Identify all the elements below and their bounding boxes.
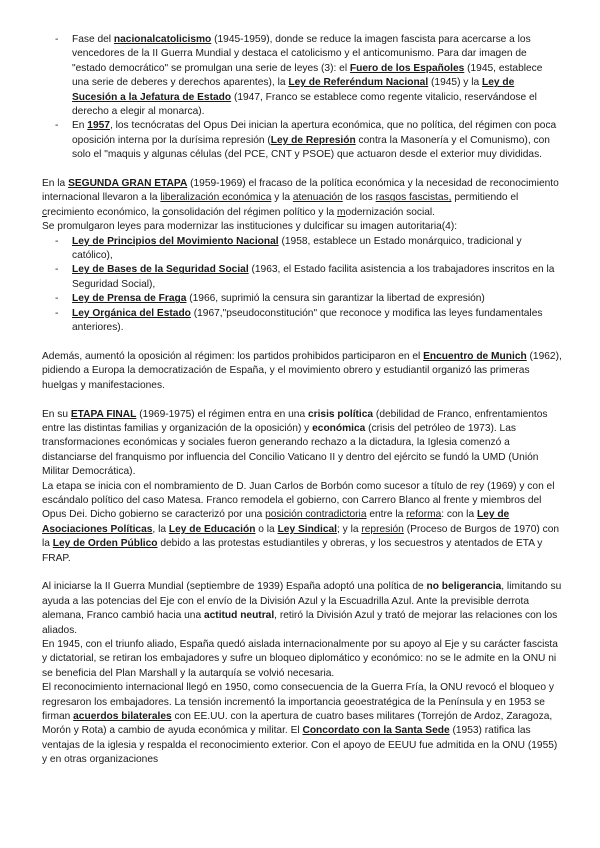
emphasized-text: acuerdos bilaterales <box>73 711 172 723</box>
underlined-text: m <box>337 206 346 218</box>
emphasized-text: Concordato con la Santa Sede <box>302 725 450 737</box>
paragraph-segunda-guerra-mundial: Al iniciarse la II Guerra Mundial (septiembre de 1939) España adoptó una política de no beligerancia, limitando su ayuda a las potencias del Eje con el envío de la División Azul y la Escuadrilla Azul. Ante la previsible derrota alemana, Franco cambió hacia una actitud neutral, retiró la División Azul y trató de mejorar las relaciones con los aliados. <box>42 581 562 636</box>
emphasized-text: actitud neutral <box>203 610 275 622</box>
paragraph-etapa-final: En su ETAPA FINAL (1969-1975) el régimen entra en una crisis política (debilidad de Franco, enfrentamientos entre las distintas familias y organización de la oposición) y económica (crisis del petróleo de 1973). Las transformaciones económicas y sociales fueron generando rechazo a la dictadura, la Iglesia comenzó a distanciarse del franquismo por influencia del Concilio Vaticano II y dentro del ejército se fundó la UMD (Unión Militar Democrática). <box>42 408 548 478</box>
underlined-text: atenuación <box>292 192 343 204</box>
underlined-text: represión <box>361 523 404 535</box>
list-item: - Ley Orgánica del Estado (1967,"pseudoconstitución" que reconoce y modifica las leyes fundamentales anteriores). <box>72 307 562 336</box>
underlined-text: rasgos fascistas, <box>375 192 452 204</box>
emphasized-text: Ley de Represión <box>270 134 356 146</box>
bullet-list-franquismo <box>42 33 562 163</box>
underlined-text: c <box>42 206 48 218</box>
emphasized-text: Ley de Prensa de Fraga <box>72 293 187 305</box>
list-item: - Ley de Prensa de Fraga (1966, suprimió la censura sin garantizar la libertad de expresión) <box>72 292 562 306</box>
emphasized-text: ETAPA FINAL <box>70 408 137 420</box>
emphasized-text: no beligerancia <box>426 581 502 593</box>
list-item: - Ley de Principios del Movimiento Nacional (1958, establece un Estado monárquico, tradicional y católico), <box>72 235 562 264</box>
emphasized-text: económica <box>312 422 366 434</box>
emphasized-text: Ley Sindical <box>277 523 338 535</box>
emphasized-text: Ley de Educación <box>168 523 256 535</box>
emphasized-text: Ley de Sucesión a la Jefatura de Estado <box>72 77 515 103</box>
paragraph-aislamiento-1945: En 1945, con el triunfo aliado, España quedó aislada internacionalmente por su apoyo al Eje y su carácter fascista y dictatorial, se retiran los embajadores y sufre un bloqueo diplomático y económico: no se le admite en la ONU ni se beneficia del Plan Marshall y la autarquía se volvió necesaria. <box>42 639 558 679</box>
underlined-text: liberalización económica <box>160 192 272 204</box>
emphasized-text: 1957 <box>87 120 110 132</box>
list-item: - Ley de Bases de la Seguridad Social (1963, el Estado facilita asistencia a los trabajadores inscritos en la Seguridad Social), <box>72 263 562 292</box>
list-item: - Fase del nacionalcatolicismo (1945-1959), donde se reduce la imagen fascista para acercarse a los vencedores de la II Guerra Mundial y destaca el catolicismo y el anticomunismo. Para dar imagen de "estado democrático" se promulgan una serie de leyes (3): el Fuero de los Españoles (1945, establece una serie de deberes y derechos aparentes), la Ley de Referéndum Nacional (1945) y la Ley de Sucesión a la Jefatura de Estado (1947, Franco se establece como regente vitalicio, reservándose el derecho a elegir al monarca). <box>72 33 562 119</box>
paragraph-reconocimiento-internacional: El reconocimiento internacional llegó en 1950, como consecuencia de la Guerra Fría, la ONU revocó el bloqueo y regresaron los embajadores. La tensión incrementó la importancia geoestratégica de la Península y en 1953 se firman acuerdos bilaterales con EE.UU. con la apertura de cuatro bases militares (Torrejón de Ardoz, Zaragoza, Morón y Rota) a cambio de ayuda económica y militar. El Concordato con la Santa Sede (1953) ratifica las ventajas de la iglesia y respalda el reconocimiento exterior. Con el apoyo de EEUU fue admitida en la ONU (1955) y en otras organizaciones <box>42 682 558 766</box>
emphasized-text: Ley de Referéndum Nacional <box>288 77 429 89</box>
emphasized-text: Ley Orgánica del Estado <box>72 307 191 319</box>
emphasized-text: Ley de Bases de la Seguridad Social <box>72 264 249 276</box>
list-item: - En 1957, los tecnócratas del Opus Dei inician la apertura económica, que no política, del régimen con poca oposición interna por la durísima represión (Ley de Represión contra la Masonería y el Comunismo), con solo el "maquis y algunas células (del PCE, CNT y PSOE) que actuaron desde el exterior muy divididas. <box>72 119 562 162</box>
emphasized-text: crisis política <box>307 408 374 420</box>
paragraph-oposicion: Además, aumentó la oposición al régimen: los partidos prohibidos participaron en el Encuentro de Munich (1962), pidiendo a Europa la democratización de España, y el movimiento obrero y estudiantil organizó las primeras huelgas y manifestaciones. <box>42 350 562 391</box>
bullet-list-leyes <box>42 235 562 336</box>
emphasized-text: Ley de Principios del Movimiento Nacional <box>72 235 279 247</box>
underlined-text: c <box>162 206 168 218</box>
underlined-text: posición contradictoria <box>265 509 367 521</box>
emphasized-text: Ley de Orden Público <box>52 538 158 550</box>
paragraph-etapa-final-gobierno: La etapa se inicia con el nombramiento de D. Juan Carlos de Borbón como sucesor a título de rey (1969) y con el escándalo político del caso Matesa. Franco remodela el gobierno, con Carrero Blanco al frente y miembros del Opus Dei. Dicho gobierno se caracterizó por una posición contradictoria entre la reforma: con la Ley de Asociaciones Políticas, la Ley de Educación o la Ley Sindical; y la represión (Proceso de Burgos de 1970) con la Ley de Orden Público debido a las protestas estudiantiles y obreras, y los secuestros y atentados de ETA y FRAP. <box>42 480 560 564</box>
document-page <box>42 33 562 768</box>
emphasized-text: nacionalcatolicismo <box>113 34 212 45</box>
paragraph-segunda-etapa: En la SEGUNDA GRAN ETAPA (1959-1969) el fracaso de la política económica y la necesidad de reconocimiento internacional llevaron a la liberalización económica y la atenuación de los rasgos fascistas, permitiendo el crecimiento económico, la consolidación del régimen político y la modernización social. <box>42 178 559 218</box>
emphasized-text: Encuentro de Munich <box>423 350 527 362</box>
paragraph-leyes-intro: Se promulgaron leyes para modernizar las instituciones y dulcificar su imagen autoritaria(4): <box>42 221 458 233</box>
underlined-text: reforma <box>406 509 442 521</box>
emphasized-text: SEGUNDA GRAN ETAPA <box>68 178 188 190</box>
emphasized-text: Fuero de los Españoles <box>349 62 465 74</box>
emphasized-text: Ley de Asociaciones Políticas <box>42 509 510 535</box>
